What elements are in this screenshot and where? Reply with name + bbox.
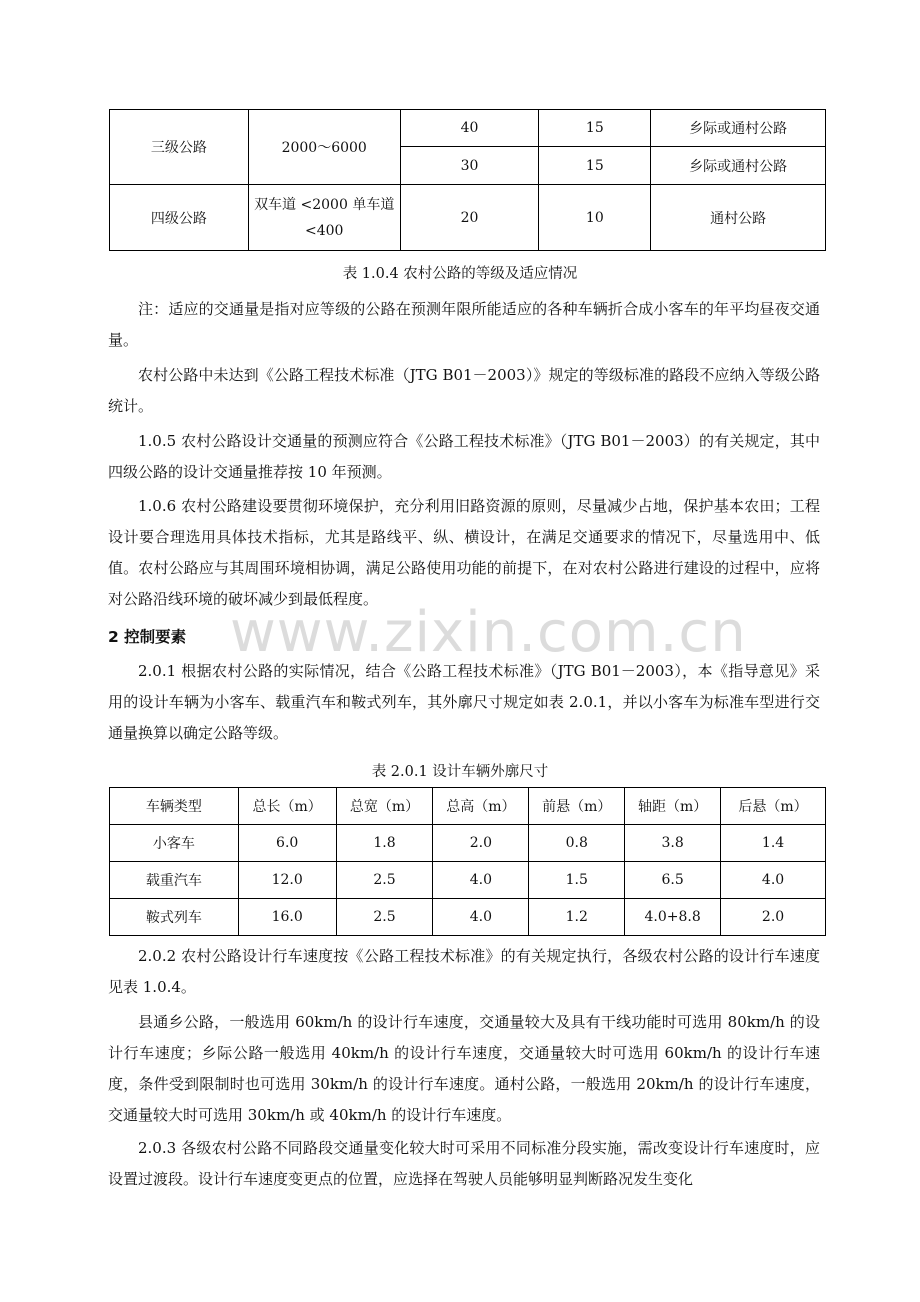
- paragraph: 农村公路中未达到《公路工程技术标准（JTG B01－2003）》规定的等级标准的路段不应纳入等级公路统计。: [108, 366, 820, 415]
- traffic-cell: [248, 185, 400, 251]
- cell: 1.4: [721, 825, 826, 862]
- table-caption: 表 2.0.1 设计车辆外廓尺寸: [371, 764, 549, 780]
- watermark: www.zixin.com.cn: [230, 600, 747, 665]
- paragraph-106: 1.0.6 农村公路建设要贯彻环境保护，充分利用旧路资源的原则，尽量减少占地，保护基本农田；工程设计要合理选用具体技术指标，尤其是路线平、纵、横设计，在满足交通要求的情况下，尽量选用中、低值。农村公路应与其周围环境相协调，满足公路使用功能的前提下，在对农村公路进行建设的过程中，应将对公路沿线环境的破坏减少到最低程度。: [108, 497, 820, 608]
- cell: 小客车: [110, 825, 239, 862]
- cell: 鞍式列车: [110, 899, 239, 936]
- grade-cell: 三级公路: [110, 110, 249, 185]
- cell: 0.8: [529, 825, 625, 862]
- table-row: [110, 185, 826, 251]
- paragraph-203: 2.0.3 各级农村公路不同路段交通量变化较大时可采用不同标准分段实施，需改变设计行车速度时，应设置过渡段。设计行车速度变更点的位置，应选择在驾驶人员能够明显判断路况发生变化: [108, 1139, 820, 1188]
- table-row: [110, 899, 826, 936]
- cell: 6.0: [238, 825, 336, 862]
- table-caption: 表 1.0.4 农村公路的等级及适应情况: [342, 266, 578, 282]
- table-row: [110, 825, 826, 862]
- cell: 4.0+8.8: [625, 899, 721, 936]
- paragraph-105: 1.0.5 农村公路设计交通量的预测应符合《公路工程技术标准》（JTG B01－2003）的有关规定，其中四级公路的设计交通量推荐按 10 年预测。: [108, 432, 820, 481]
- speed-cell: 40: [400, 110, 539, 147]
- width-cell: 15: [539, 147, 651, 185]
- cell: 3.8: [625, 825, 721, 862]
- cell: 2.0: [433, 825, 529, 862]
- header-cell: 后悬（m）: [721, 788, 826, 825]
- table-row: [110, 110, 826, 147]
- header-cell: 总宽（m）: [336, 788, 433, 825]
- road-grade-table: [109, 109, 826, 251]
- cell: 2.0: [721, 899, 826, 936]
- cell: 4.0: [433, 862, 529, 899]
- paragraph-201: 2.0.1 根据农村公路的实际情况，结合《公路工程技术标准》（JTG B01－2003），本《指导意见》采用的设计车辆为小客车、载重汽车和鞍式列车，其外廓尺寸规定如表 2.0.1，并以小客车为标准车型进行交通量换算以确定公路等级。: [108, 662, 820, 742]
- cell: 4.0: [433, 899, 529, 936]
- header-cell: 轴距（m）: [625, 788, 721, 825]
- cell: 1.2: [529, 899, 625, 936]
- cell: 1.8: [336, 825, 433, 862]
- speed-cell: 20: [400, 185, 539, 251]
- header-cell: 总长（m）: [238, 788, 336, 825]
- cell: 6.5: [625, 862, 721, 899]
- cell: 2.5: [336, 899, 433, 936]
- header-row: [110, 788, 826, 825]
- table-row: [110, 862, 826, 899]
- vehicle-dimension-table: [109, 787, 826, 936]
- paragraph-speed: 县通乡公路，一般选用 60km/h 的设计行车速度，交通量较大及具有干线功能时可选用 80km/h 的设计行车速度；乡际公路一般选用 40km/h 的设计行车速度，交通量较大时可选用 60km/h 的设计行车速度，条件受到限制时也可选用 30km/h 的设计行车速度。通村公路，一般选用 20km/h 的设计行车速度，交通量较大时可选用 30km/h 或 40km/h 的设计行车速度。: [108, 1013, 820, 1124]
- header-cell: 前悬（m）: [529, 788, 625, 825]
- grade-cell: 四级公路: [110, 185, 249, 251]
- width-cell: 15: [539, 110, 651, 147]
- cell: 16.0: [238, 899, 336, 936]
- use-cell: 乡际或通村公路: [651, 110, 826, 147]
- traffic-cell: 2000～6000: [248, 110, 400, 185]
- width-cell: 10: [539, 185, 651, 251]
- speed-cell: 30: [400, 147, 539, 185]
- paragraph-202: 2.0.2 农村公路设计行车速度按《公路工程技术标准》的有关规定执行，各级农村公路的设计行车速度见表 1.0.4。: [108, 947, 820, 996]
- note-paragraph: 注：适应的交通量是指对应等级的公路在预测年限所能适应的各种车辆折合成小客车的年平均昼夜交通量。: [108, 300, 820, 349]
- cell: 4.0: [721, 862, 826, 899]
- use-cell: 通村公路: [651, 185, 826, 251]
- section-heading: 2 控制要素: [108, 628, 187, 646]
- cell: 12.0: [238, 862, 336, 899]
- use-cell: 乡际或通村公路: [651, 147, 826, 185]
- header-cell: 车辆类型: [110, 788, 239, 825]
- cell: 2.5: [336, 862, 433, 899]
- cell: 载重汽车: [110, 862, 239, 899]
- cell: 1.5: [529, 862, 625, 899]
- traffic-text: 双车道 <2000 单车道 <400: [254, 196, 395, 239]
- header-cell: 总高（m）: [433, 788, 529, 825]
